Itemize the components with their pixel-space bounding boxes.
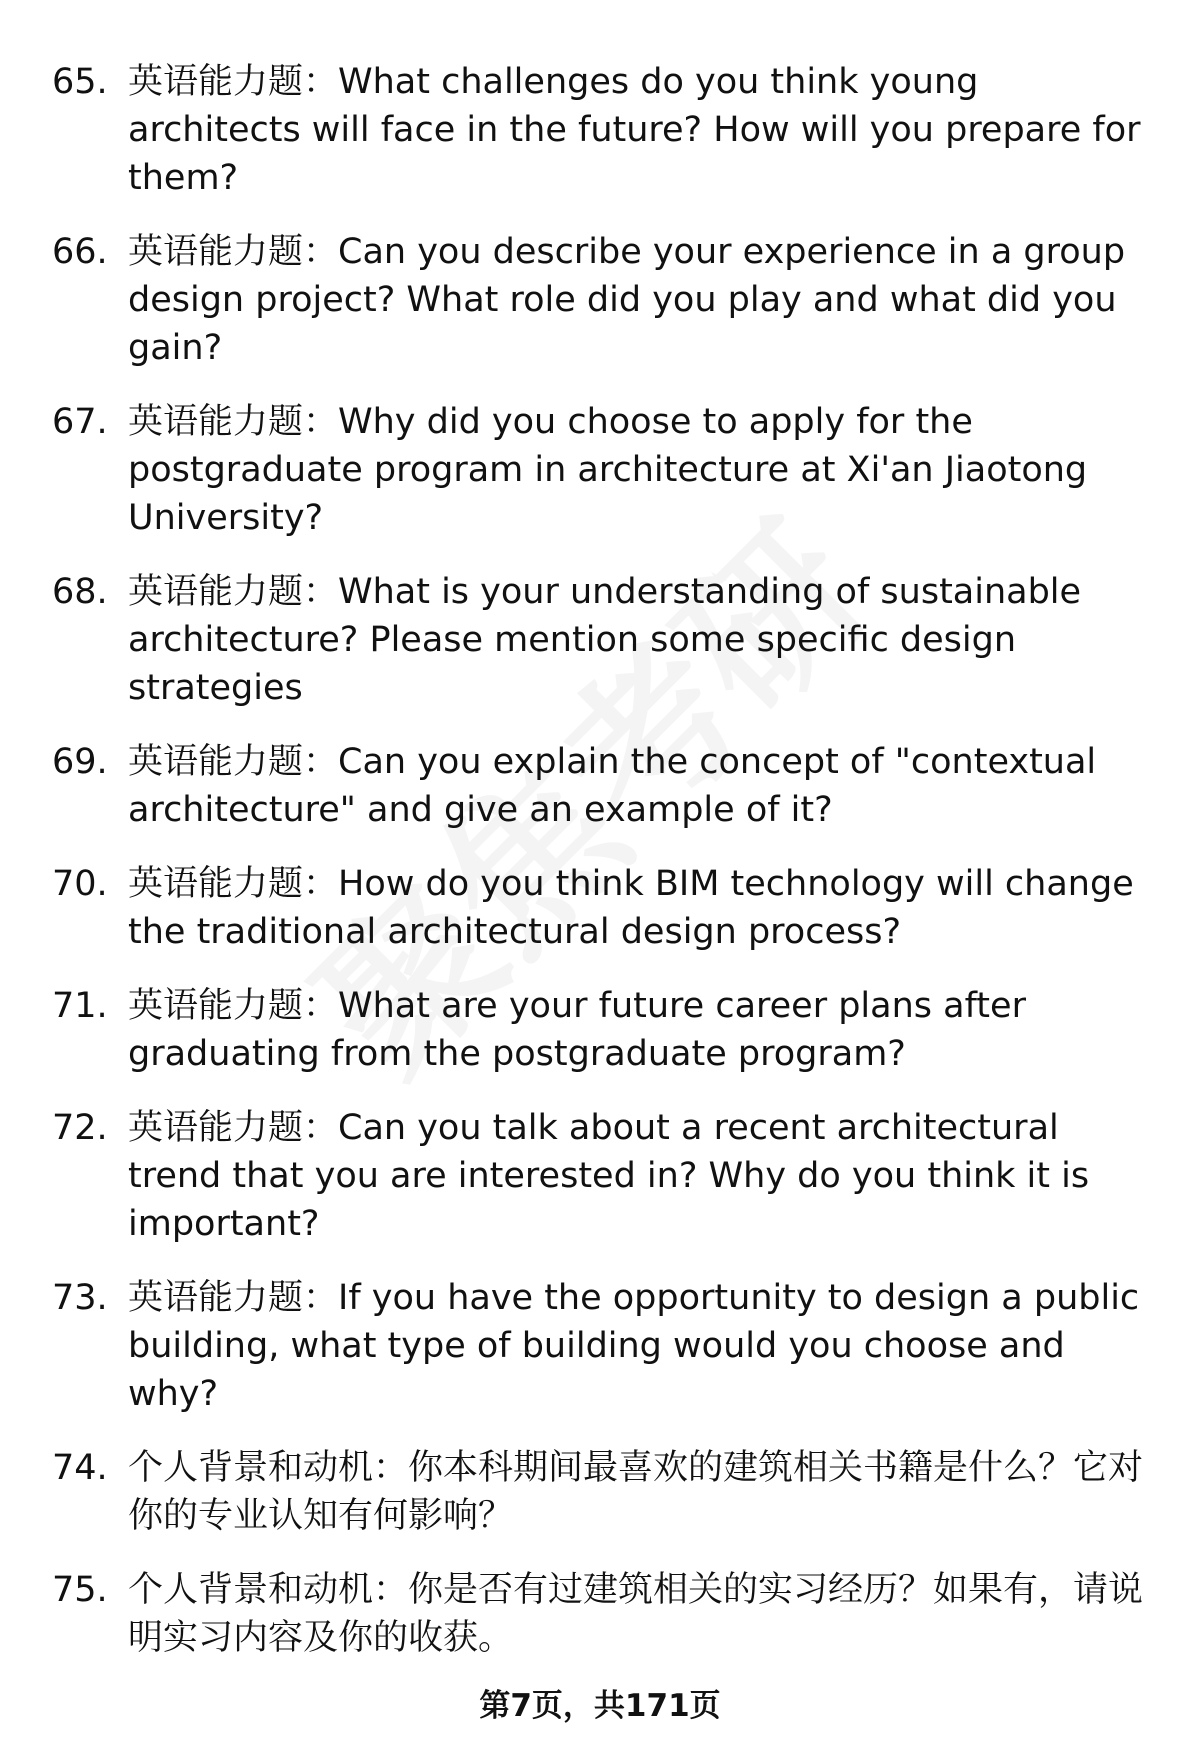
question-item <box>52 982 1162 1078</box>
question-text: 英语能力题：Can you explain the concept of "contextual architecture" and give an example of it? <box>128 742 1097 830</box>
question-text: 英语能力题：What are your future career plans after graduating from the postgraduate program? <box>128 986 1026 1074</box>
question-number: 66. <box>52 232 108 272</box>
question-text: 英语能力题：What challenges do you think young architects will face in the future? How will you prepare for them? <box>128 62 1141 198</box>
question-number: 69. <box>52 742 108 782</box>
question-number: 72. <box>52 1108 108 1148</box>
question-text: 英语能力题：If you have the opportunity to design a public building, what type of building would you choose and why? <box>128 1278 1140 1414</box>
question-number: 67. <box>52 402 108 442</box>
question-number: 71. <box>52 986 108 1026</box>
question-item <box>52 1104 1162 1248</box>
question-text: 个人背景和动机：你是否有过建筑相关的实习经历？如果有，请说明实习内容及你的收获。 <box>128 1570 1144 1658</box>
question-item <box>52 738 1162 834</box>
question-number: 73. <box>52 1278 108 1318</box>
question-text: 英语能力题：What is your understanding of sustainable architecture? Please mention some specific design strategies <box>128 572 1082 708</box>
question-number: 65. <box>52 62 108 102</box>
question-text: 个人背景和动机：你本科期间最喜欢的建筑相关书籍是什么？它对你的专业认知有何影响？ <box>128 1448 1144 1536</box>
question-item <box>52 1444 1162 1540</box>
page-footer: 第7页，共171页 <box>479 1688 721 1724</box>
question-number: 75. <box>52 1570 108 1610</box>
question-item <box>52 1274 1162 1418</box>
question-text: 英语能力题：Why did you choose to apply for the postgraduate program in architecture at Xi'an Jiaotong University? <box>128 402 1088 538</box>
question-item <box>52 568 1162 712</box>
question-number: 74. <box>52 1448 108 1488</box>
question-item <box>52 860 1162 956</box>
question-item <box>52 228 1162 372</box>
question-number: 70. <box>52 864 108 904</box>
question-item <box>52 398 1162 542</box>
question-text: 英语能力题：How do you think BIM technology will change the traditional architectural design process? <box>128 864 1134 952</box>
question-item <box>52 58 1162 202</box>
question-item <box>52 1566 1162 1662</box>
question-list <box>52 58 1162 1688</box>
question-text: 英语能力题：Can you describe your experience in a group design project? What role did you play and what did you gain? <box>128 232 1126 368</box>
question-number: 68. <box>52 572 108 612</box>
question-text: 英语能力题：Can you talk about a recent architectural trend that you are interested in? Why do you think it is important? <box>128 1108 1090 1244</box>
